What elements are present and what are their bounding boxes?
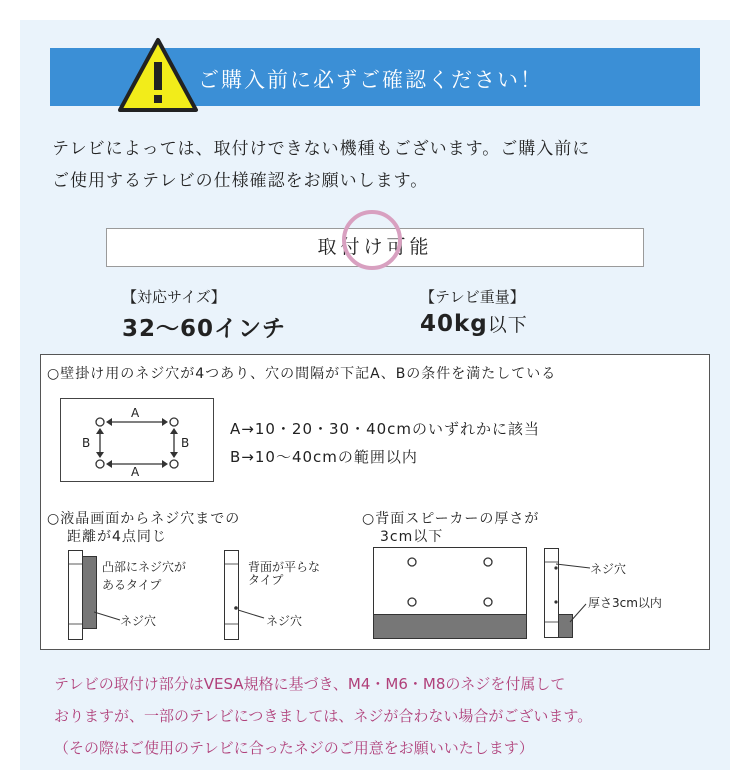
flat-type-diagram	[222, 548, 242, 642]
flat-type-label-2: タイプ	[248, 573, 284, 587]
size-value: 32〜60インチ	[122, 316, 287, 342]
speaker-back-diagram	[372, 546, 530, 642]
thickness-leader-line	[568, 602, 588, 626]
screw-hole-label: ネジ穴	[120, 614, 157, 628]
distance-condition-title: ○液晶画面からネジ穴までの	[47, 511, 241, 527]
label-b-left: B	[82, 436, 91, 450]
screw-hole-label-3: ネジ穴	[590, 562, 627, 576]
screw-leader-line-2	[238, 608, 268, 622]
warning-icon	[116, 36, 200, 116]
rule-a: A→10・20・30・40cmのいずれかに該当	[230, 420, 541, 438]
rule-b: B→10〜40cmの範囲以内	[230, 448, 418, 466]
weight-value	[420, 310, 528, 337]
speaker-side-diagram	[542, 546, 582, 642]
banner-title: ご購入前に必ずご確認ください！	[198, 68, 543, 92]
thickness-label: 厚さ3cm以内	[588, 596, 662, 610]
compatible-label: 取付け可能	[317, 236, 433, 258]
screw-hole-label-2: ネジ穴	[266, 614, 303, 628]
intro-line: テレビによっては、取付けできない機種もございます。ご購入前に	[52, 139, 591, 159]
note-line: おりますが、一部のテレビにつきましては、ネジが合わない場合がございます。	[54, 707, 593, 725]
convex-type-label: 凸部にネジ穴が	[102, 560, 187, 574]
convex-type-label-2: あるタイプ	[102, 578, 162, 592]
label-a-bottom: A	[131, 465, 140, 479]
circle-mark	[342, 210, 402, 270]
speaker-condition-title-2: 3cm以下	[380, 529, 444, 545]
screw-leader-line-3	[556, 562, 592, 572]
label-b-right: B	[181, 436, 190, 450]
weight-number: 40kg	[420, 311, 488, 337]
distance-condition-title-2: 距離が4点同じ	[67, 529, 167, 545]
weight-suffix: 以下	[487, 314, 528, 336]
note-line: （その際はご使用のテレビに合ったネジのご用意をお願いいたします）	[54, 739, 534, 757]
intro-text	[52, 133, 702, 197]
convex-type-diagram	[66, 548, 102, 642]
hole-condition-title: ○壁掛け用のネジ穴が4つあり、穴の間隔が下記A、Bの条件を満たしている	[47, 366, 557, 382]
flat-type-label: 背面が平らな	[248, 560, 321, 574]
label-a-top: A	[131, 406, 140, 420]
note-line: テレビの取付け部分はVESA規格に基づき、M4・M6・M8のネジを付属して	[54, 675, 566, 693]
speaker-condition-title: ○背面スピーカーの厚さが	[362, 511, 540, 527]
intro-line: ご使用するテレビの仕様確認をお願いします。	[52, 171, 429, 191]
weight-label: 【テレビ重量】	[420, 288, 525, 306]
vesa-note	[54, 668, 714, 764]
size-label: 【対応サイズ】	[122, 288, 226, 306]
